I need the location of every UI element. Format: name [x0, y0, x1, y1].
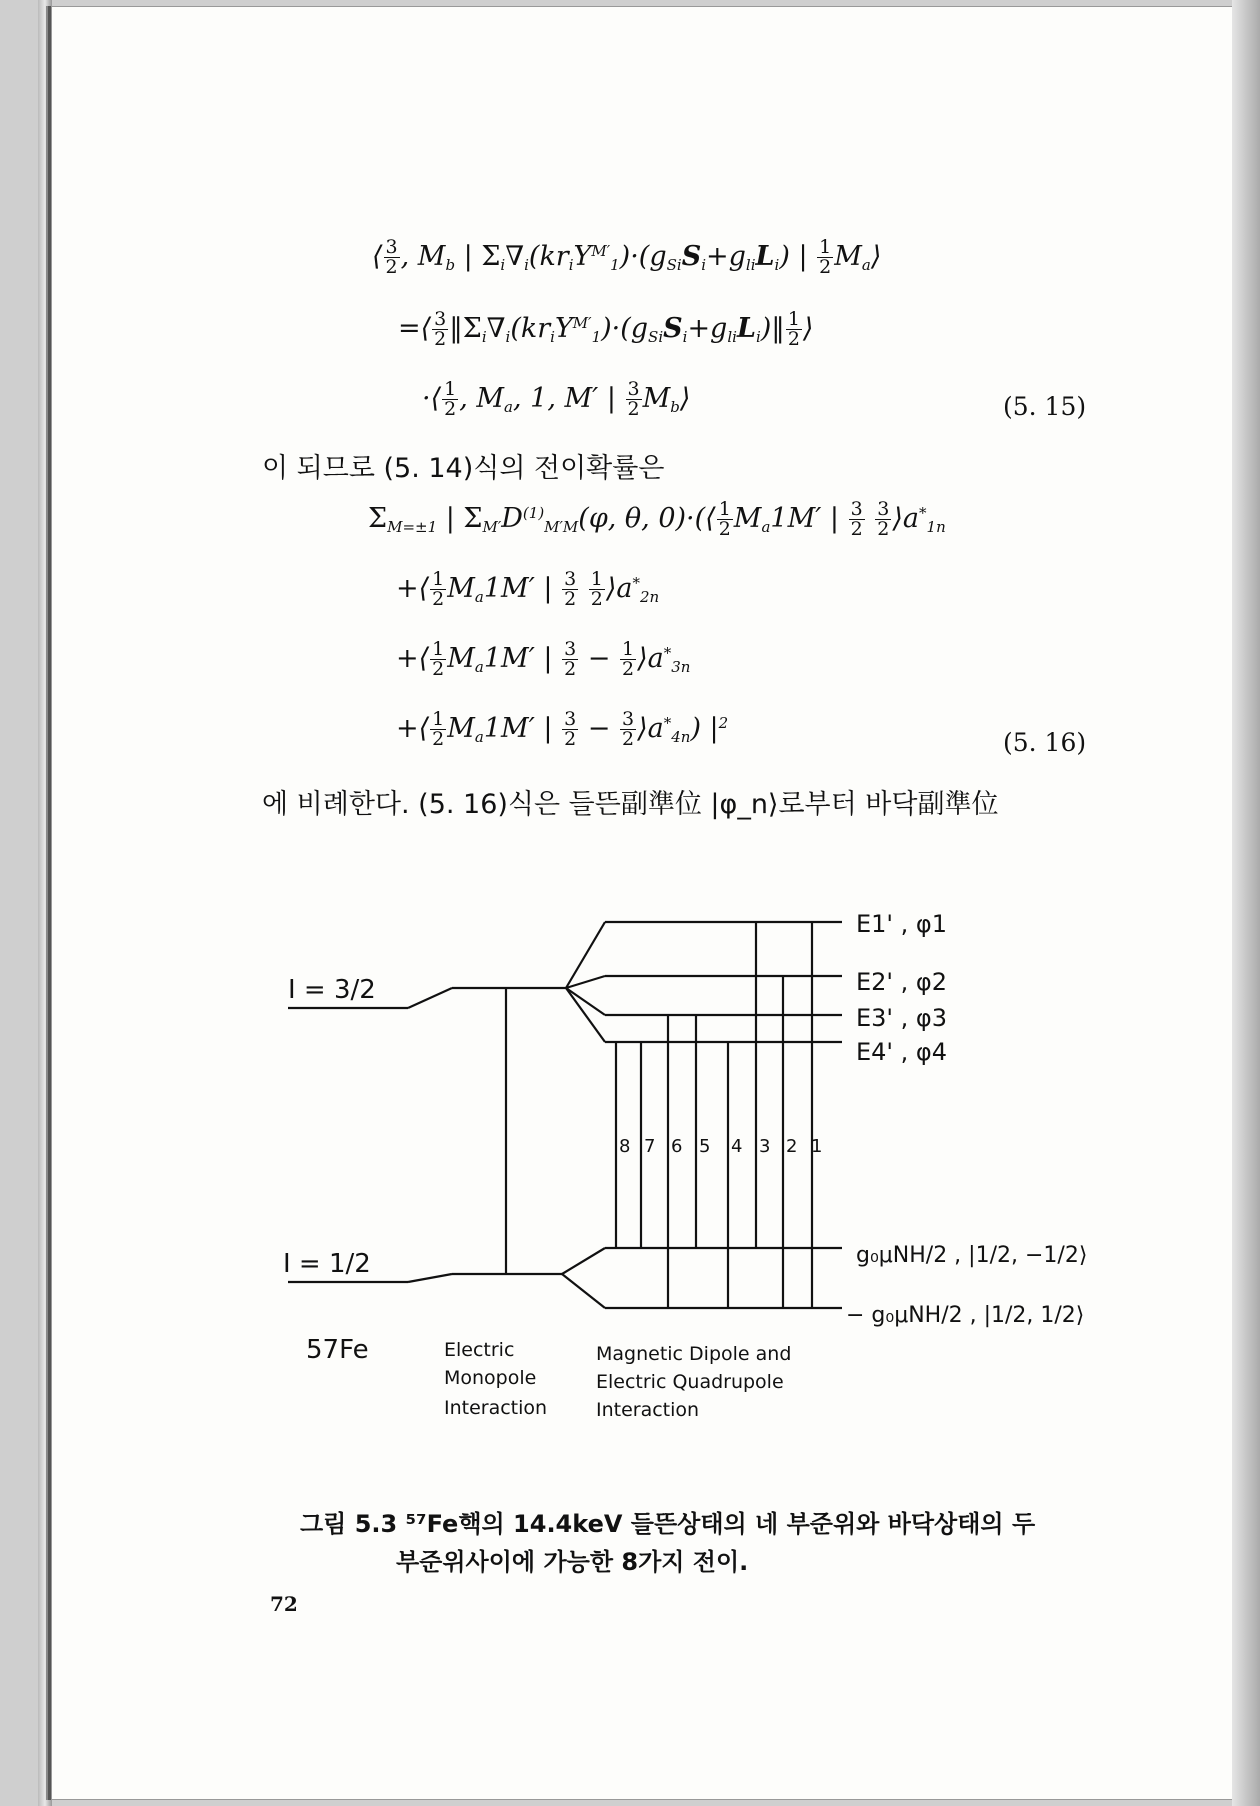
transition-label: 5	[699, 1136, 711, 1157]
transition-label: 1	[811, 1136, 823, 1157]
monopole-label-line2: Monopole	[444, 1367, 537, 1389]
eq516-line1: $\Sigma_{M=\pm 1}$ | $\Sigma_{M'}D^{(1)}_{M'M}(\varphi$, θ, 0)·(⟨ $\frac{1}{2}$ $M_a1M'$ | $\frac{3}{2}$ $\frac{3}{2}$ $⟩a^*_{1n}$	[368, 498, 946, 540]
eq516-line2: +⟨ $\frac{1}{2}$ $M_a1M'$ | $\frac{3}{2}$ $\frac{1}{2}$ $⟩a^*_{2n}$	[396, 568, 660, 610]
lower-sublevel-1: g₀μNH/2 , |1/2, −1/2⟩	[856, 1243, 1088, 1268]
eq516-line3: +⟨ $\frac{1}{2}$ $M_a1M'$ | $\frac{3}{2}$ − $\frac{1}{2}$ $⟩a^*_{3n}$	[396, 638, 691, 680]
monopole-label-line3: Interaction	[444, 1397, 548, 1419]
dipole-label-line3: Interaction	[596, 1399, 700, 1421]
transition-label: 2	[786, 1136, 798, 1157]
eq515-number: (5. 15)	[1003, 392, 1087, 421]
upper-sublevel-2: E2' , φ2	[856, 968, 948, 996]
figure-caption-line1: 그림 5.3 ⁵⁷Fe핵의 14.4keV 들뜬상태의 네 부준위와 바닥상태의 두	[300, 1510, 1036, 1538]
transition-label: 7	[644, 1136, 656, 1157]
dipole-label-line1: Magnetic Dipole and	[596, 1343, 792, 1365]
intro-sentence: 이 되므로 (5. 14)식의 전이확률은	[262, 453, 665, 484]
transition-label: 3	[759, 1136, 771, 1157]
eq515-line2: =⟨ $\frac{3}{2}$ $‖\Sigma_i\nabla_i(kr_iY^{M'}_1)\cdot(g_{Si}S_i+g_{li}L_i)‖$ $\frac{1}{2}$ ⟩	[398, 308, 814, 350]
transition-label: 4	[731, 1136, 743, 1157]
lower-level-label: I = 1/2	[283, 1249, 371, 1279]
upper-sublevel-1: E1' , φ1	[856, 910, 948, 938]
transition-label: 6	[671, 1136, 683, 1157]
after-sentence: 에 비례한다. (5. 16)식은 들뜬副準位 |φ_n⟩로부터 바닥副準位	[262, 789, 999, 820]
upper-sublevel-4: E4' , φ4	[856, 1038, 948, 1066]
figure-caption-line2: 부준위사이에 가능한 8가지 전이.	[396, 1548, 749, 1576]
lower-sublevel-2: − g₀μNH/2 , |1/2, 1/2⟩	[846, 1303, 1085, 1328]
transition-label: 8	[619, 1136, 631, 1157]
dipole-label-line2: Electric Quadrupole	[596, 1371, 784, 1393]
eq515-line3: ·⟨ $\frac{1}{2}$ , $M_a$, 1, M′ | $\frac{3}{2}$ $M_b⟩$	[422, 378, 691, 420]
eq515-line1: ⟨ $\frac{3}{2}$ , $M_b$ | $\Sigma_i\nabla_i(kr_iY^{M'}_1)\cdot(g_{Si}S_i+g_{li}L_i)$ | $\frac{1}{2}$ $M_a⟩$	[372, 236, 882, 278]
isotope-label: 57Fe	[306, 1335, 369, 1365]
monopole-label-line1: Electric	[444, 1339, 515, 1361]
upper-sublevel-3: E3' , φ3	[856, 1004, 948, 1032]
upper-level-label: I = 3/2	[288, 975, 376, 1005]
eq516-line4: +⟨ $\frac{1}{2}$ $M_a1M'$ | $\frac{3}{2}$ − $\frac{3}{2}$ $⟩a^*_{4n}$) $|^2$	[396, 708, 729, 750]
eq516-number: (5. 16)	[1003, 728, 1087, 757]
page-number: 72	[270, 1592, 298, 1616]
